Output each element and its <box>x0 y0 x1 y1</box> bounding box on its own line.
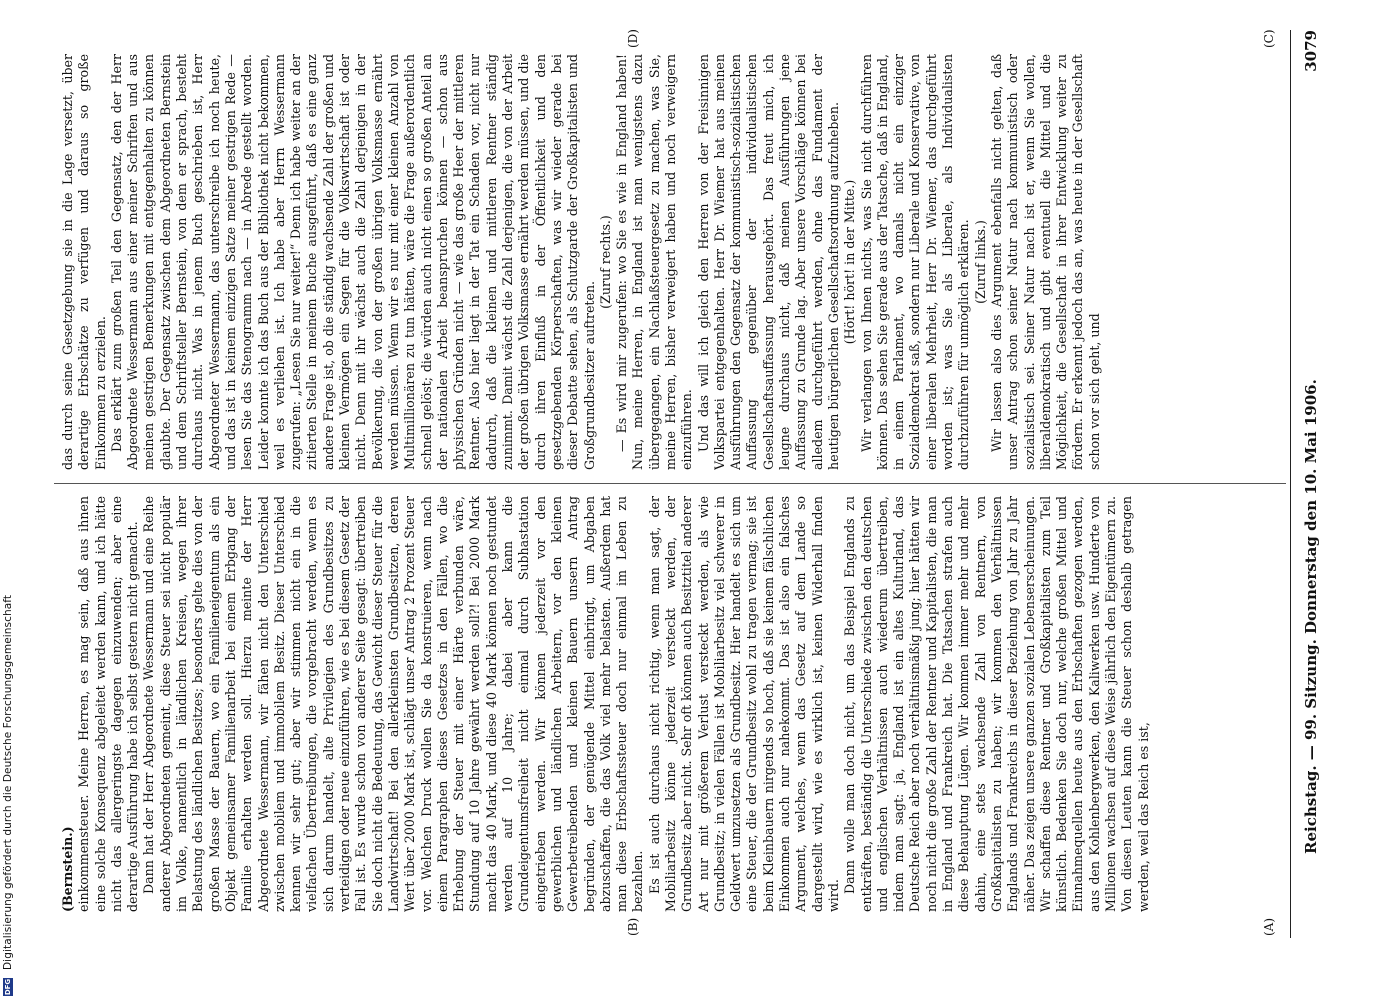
page-title: Reichstag. — 99. Sitzung. Donnerstag den 10. Mai 1906. <box>1302 379 1320 854</box>
margin-mark-a: (A) <box>1262 917 1276 936</box>
paragraph: Und das will ich gleich den Herren von der Freisinnigen Volkspartei entgegenhalten. Herr Dr. Wiemer hat aus meinen Ausführungen den Gegensatz der kommunistisch-sozialistischen Auffassung gegenüber der individualistischen Gesellschaftsauffassung herausgehört. Das freut mich, ich leugne durchaus nicht, daß meinen Ausführungen jene Auffassung zu Grunde lag. Aber unsere Vorschläge können bei alledem durchgeführt werden, ohne das Fundament der heutigen bürgerlichen Gesellschaftsordnung aufzuheben. <box>695 54 841 470</box>
paragraph: einkommensteuer. Meine Herren, es mag sein, daß aus ihnen eine solche Konsequenz abgeleitet werden kann, und ich hätte nicht das allergeringste dagegen einzuwenden; aber eine derartige Ausführung habe ich selbst gestern nicht gemacht. <box>76 496 141 912</box>
interjection: (Zuruf links.) <box>972 220 988 304</box>
paragraph: Es ist auch durchaus nicht richtig, wenn man sagt, der Mobiliarbesitz könne jederzeit versteckt werden, der Grundbesitz aber nicht. Sehr oft können auch Besitztitel anderer Art nur mit größerem Verlust versteckt werden, als wie Grundbesitz; in vielen Fällen ist Mobiliarbesitz viel schwerer in Geldwert umzusetzen als Grundbesitz. Hier handelt es sich um eine Steuer, die der Grundbesitz wohl zu tragen vermag; sie ist beim Kleinbauern nirgends so hoch, daß sie keinem fälschlichen Einkommen auch nur nahekommt. Das ist also ein falsches Argument, welches, wenn das Gesetz auf dem Lande so dargestellt wird, wie es wirklich ist, keinen Widerhall finden wird. <box>646 496 841 912</box>
paragraph: Das erklärt zum großen Teil den Gegensatz, den der Herr Abgeordnete Wessermann aus einer meiner Schriften und aus meinen gestrigen Bemerkungen mit entgegenhalten zu können glaubte. Der Gegensatz zwischen dem Abgeordneten Bernstein und dem Schriftsteller Bernstein, von dem er sprach, besteht durchaus nicht. Was in jenem Buch geschrieben ist, Herr Abgeordneter Wessermann, das unterschreibe ich noch heute, und das ist in keinem einzigen Satze meiner gestrigen Rede — lesen Sie das Stenogramm nach — in Abrede gestellt worden. Leider konnte ich das Buch aus der Bibliothek nicht bekommen, weil es verliehen ist. Ich habe aber Herrn Wessermann zugerufen: „Lesen Sie nur weiter!“ Denn ich habe weiter an der zitierten Stelle in meinem Buche ausgeführt, daß es eine ganz andere Frage ist, ob die ständig wachsende Zahl der großen und kleinen Vermögen ein Segen für die Volkswirtschaft ist oder nicht. Denn mit ihr wächst auch die Zahl derjenigen in der Bevölkerung, die von der großen übrigen Volksmasse ernährt werden müssen. Wenn wir es nur mit einer kleinen Anzahl von Multimillionären zu tun hätten, wäre die Frage außerordentlich schnell gelöst; die würden auch nicht einen so großen Anteil an der nationalen Arbeit beanspruchen können — schon aus physischen Gründen nicht — wie das große Heer der mittleren Rentner. Also hier liegt in der Tat ein Schaden vor, nicht nur dadurch, daß die kleinen und mittleren Rentner ständig zunimmt. Damit wächst die Zahl derjenigen, die von der Arbeit der großen übrigen Volksmasse ernährt werden müssen, und die durch ihren Einfluß in der Öffentlichkeit und den gesetzgebenden Körperschaften, was wir wieder gerade bei dieser Debatte sehen, als Schutzgarde der Großkapitalisten und Großgrundbesitzer auftreten. <box>108 54 597 470</box>
paragraph: Dann wolle man doch nicht, um das Beispiel Englands zu entkräften, beständig die Unterschiede zwischen den deutschen und englischen Verhältnissen auch wiederum übertreiben, indem man sagt: ja, England ist ein altes Kulturland, das Deutsche Reich aber noch verhältnismäßig jung; hier hätten wir noch nicht die große Zahl der Rentner und Kapitalisten, die man in England und Frankreich hat. Die Tatsachen strafen auch diese Behauptung Lügen. Wir kommen immer mehr und mehr dahin, eine stets wachsende Zahl von Rentnern, von Großkapitalisten zu haben; wir kommen den Verhältnissen Englands und Frankreichs in dieser Beziehung von Jahr zu Jahr näher. Das zeigen unsere ganzen sozialen Lebenserscheinungen. Wir schaffen diese Rentner und Großkapitalisten zum Teil künstlich. Bedenken Sie doch nur, welche großen Mittel und Einnahmequellen heute aus den Erbschaften gezogen werden, aus den Kohlenbergwerken, den Kaliwerken usw. Hunderte von Millionen wachsen auf diese Weise jährlich den Eigentümern zu. Von diesen Leuten kann die Steuer schon deshalb getragen werden, weil das Reich es ist, <box>842 496 1151 912</box>
digitization-credit <box>0 0 20 1000</box>
speaker-name: (Bernstein.) <box>60 826 75 912</box>
header-rule <box>1290 30 1291 938</box>
interjection: (Zuruf rechts.) <box>597 215 613 309</box>
dfg-logo: DFG <box>4 978 12 996</box>
margin-mark-d: (D) <box>626 29 640 48</box>
page-header <box>1298 30 1328 938</box>
column-divider <box>54 483 1286 484</box>
paragraph: das durch seine Gesetzgebung sie in die Lage versetzt, über derartige Erbschätze zu verfügen und daraus so große Einkommen zu erzielen. <box>60 54 108 470</box>
paragraph: Dann hat der Herr Abgeordnete Wessermann und eine Reihe anderer Abgeordneten gemeint, diese Steuer sei nicht populär im Volke, namentlich in ländlichen Kreisen, wegen ihrer Belastung des ländlichen Besitzes; besonders gelte dies von der großen Masse der Bauern, wo ein Familieneigentum als ein Objekt gemeinsamer Familienarbeit bei einem Erbgang der Familie erhalten werden soll. Hierzu meinte der Herr Abgeordnete Wessermann, wir fähen nicht den Unterschied zwischen mobilem und immobilem Besitz. Dieser Unterschied kennen wir sehr gut; aber wir stimmen nicht ein in die vielfachen Übertreibungen, die vorgebracht werden, wenn es sich darum handelt, alte Privilegien des Grundbesitzes zu verteidigen oder neue einzuführen, wie es bei diesem Gesetz der Fall ist. Es wurde schon von anderer Seite gesagt: übertreiben Sie doch nicht die Bedeutung, das Gewicht dieser Steuer für die Landwirtschaft! Bei den allerkleinsten Grundbesitzen, deren Wert über 2000 Mark ist, schlägt unser Antrag 2 Prozent Steuer vor. Welchen Druck wollen Sie da konstruieren, wenn nach einem Paragraphen dieses Gesetzes in den Fällen, wo die Erhebung der Steuer mit einer Härte verbunden wäre, Stundung auf 10 Jahre gewährt werden soll?! Bei 2000 Mark macht das 40 Mark, und diese 40 Mark können noch gestundet werden auf 10 Jahre; dabei aber kann die Grundeigentumsfreiheit nicht einmal durch Subhastation eingetrieben werden. Wir können jederzeit vor den gewerblichen und ländlichen Arbeitern, vor den kleinen Gewerbetreibenden und kleinen Bauern unsern Antrag begründen, der genügende Mittel einbringt, um Abgaben abzuschaffen, die das Volk viel mehr belasten. Außerdem hat man diese Erbschaftssteuer doch nur einmal im Leben zu bezahlen. <box>141 496 646 912</box>
right-column <box>60 54 1282 470</box>
margin-mark-b: (B) <box>626 917 640 936</box>
interjection: (Hört! hört! in der Mitte.) <box>842 179 858 345</box>
paragraph: Wir lassen also dies Argument ebenfalls nicht gelten, daß unser Antrag schon seiner Natur nach kommunistisch oder sozialistisch sei. Seiner Natur nach ist er, wenn Sie wollen, liberaldemokratisch und gibt eventuell die Mittel und die Möglichkeit, die Gesellschaft in ihrer Entwicklung weiter zu fördern. Er erkennt jedoch das an, was heute in der Gesellschaft schon vor sich geht, und <box>988 54 1102 470</box>
page-number: 3079 <box>1302 30 1320 72</box>
paragraph: — Es wird mir zugerufen: wo Sie es wie in England haben! Nun, meine Herren, in England ist man wenigstens dazu übergegangen, ein Nachlaßsteuergesetz zu machen, was Sie, meine Herren, bisher verweigert haben und noch verweigern einzuführen. <box>614 54 695 470</box>
paragraph: Wir verlangen von Ihnen nichts, was Sie nicht durchführen können. Das sehen Sie gerade aus der Tatsache, daß in England, in einem Parlament, wo damals nicht ein einziger Sozialdemokrat saß, sondern nur Liberale und Konservative, von einer liberalen Mehrheit, Herr Dr. Wiemer, das durchgeführt worden ist; was Sie als Liberale, als Individualisten durchzuführen für unmöglich erklären. <box>858 54 972 470</box>
left-column <box>60 496 1282 912</box>
credit-text: Digitalisierung gefördert durch die Deutsche Forschungsgemeinschaft <box>2 594 14 970</box>
margin-mark-c: (C) <box>1262 29 1276 48</box>
